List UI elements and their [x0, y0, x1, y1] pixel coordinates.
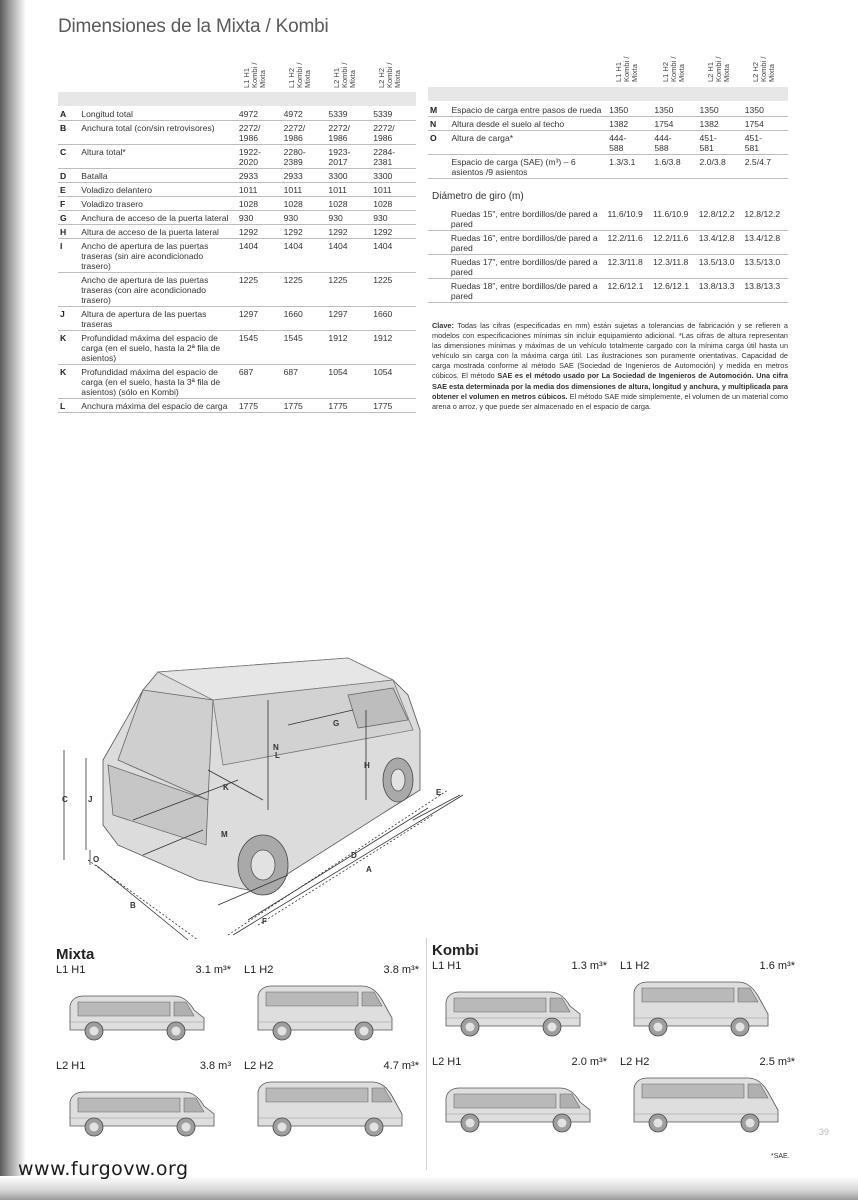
variant-name: L2 H1 [56, 1060, 86, 1072]
key-note-bold: SAE es el método usado por La Sociedad de Ingenieros de Automoción. Una cifra SAE esta determinada por la media dos dimensiones de altura, longitud y anchura, y multiplicada para obtener el volumen en metros cúbicos. [432, 371, 788, 401]
dimension-code: M [428, 103, 449, 117]
dimension-code: G [58, 211, 79, 225]
dimension-row [58, 211, 416, 225]
spec-value: 687 [237, 365, 282, 399]
turning-row [428, 231, 788, 255]
dimension-code: A [58, 107, 79, 121]
dimension-row [58, 121, 416, 145]
spec-value: 444- 588 [607, 131, 652, 155]
right-col-header-3: L2 H1 Kombi / Mixta [706, 56, 731, 82]
spec-value: 2272/ 1986 [371, 121, 416, 145]
spec-label: Altura total* [79, 145, 237, 169]
spec-label: Anchura total (con/sin retrovisores) [79, 121, 237, 145]
dimension-letter-g: G [333, 719, 340, 728]
mixta-variant-card [56, 1060, 231, 1150]
dimension-code [428, 279, 449, 303]
spec-value: 1923- 2017 [326, 145, 371, 169]
spec-value: 12.3/11.8 [606, 255, 652, 279]
spec-value: 13.5/13.0 [697, 255, 743, 279]
key-note-text: Todas las cifras (especificadas en mm) están sujetas a tolerancias de fabricación y se refieren a modelos con especificaciones mínimas sin incluir equipamiento adicional. *Las cifras de altura representan las dimensiones mínimas y máximas de un vehículo totalmente cargado con la mínima carga útil hasta un vehículo sin carga con la máxima carga útil. Las ilustraciones son puramente orientativas. Capacidad de carga mostrada conforme al método SAE (Sociedad de Ingenieros de Automoción) y medida en metros cúbicos. El método [432, 321, 788, 381]
spec-value: 1.3/3.1 [607, 155, 652, 179]
page-number: 39 [819, 1127, 830, 1137]
spec-value: 1011 [371, 183, 416, 197]
van-side-icon [440, 978, 600, 1040]
key-note [432, 321, 788, 412]
dimension-code [428, 231, 449, 255]
variant-name: L2 H1 [432, 1056, 462, 1068]
spec-value: 2272/ 1986 [237, 121, 282, 145]
spec-value: 4972 [282, 107, 327, 121]
spec-value: 13.8/13.3 [697, 279, 743, 303]
page-binding-shadow [0, 0, 26, 1200]
dimension-code: I [58, 239, 79, 273]
spec-value: 1912 [371, 331, 416, 365]
dimension-code: F [58, 197, 79, 211]
spec-label: Profundidad máxima del espacio de carga (en el suelo, hasta la 2ª fila de asientos) [79, 331, 237, 365]
spec-value: 1660 [282, 307, 327, 331]
dimension-letter-n: N [273, 743, 279, 752]
spec-value: 11.6/10.9 [606, 207, 652, 231]
dimension-code: O [428, 131, 449, 155]
spec-value: 1922- 2020 [237, 145, 282, 169]
spec-value: 2280- 2389 [282, 145, 327, 169]
dimension-code: H [58, 225, 79, 239]
spec-value: 13.4/12.8 [697, 231, 743, 255]
dimension-letter-c: C [62, 795, 68, 804]
spec-value: 1028 [371, 197, 416, 211]
spec-value: 1011 [282, 183, 327, 197]
dimension-code: L [58, 399, 79, 413]
dimension-letter-d: D [351, 851, 357, 860]
variant-volume: 3.8 m³* [383, 964, 419, 976]
spec-label: Ruedas 18", entre bordillos/de pared a pared [449, 279, 606, 303]
dimension-row [58, 331, 416, 365]
right-col-header-1: L1 H1 Kombi / Mixta [614, 56, 639, 82]
spec-value: 1775 [237, 399, 282, 413]
mixta-title: Mixta [56, 946, 95, 963]
spec-value: 12.2/11.6 [651, 231, 697, 255]
spec-label: Profundidad máxima del espacio de carga (en el suelo, hasta la 3ª fila de asientos) (sólo en Kombi) [79, 365, 237, 399]
van-side-icon [252, 1078, 412, 1140]
spec-value: 1054 [326, 365, 371, 399]
spec-label: Longitud total [79, 107, 237, 121]
variant-name: L2 H2 [244, 1060, 274, 1072]
spec-value: 451- 581 [698, 131, 743, 155]
turning-diameter-table [428, 207, 788, 303]
cargo-table [428, 103, 788, 179]
turning-diameter-heading: Diámetro de giro (m) [432, 191, 524, 202]
spec-value: 3300 [371, 169, 416, 183]
spec-value: 3300 [326, 169, 371, 183]
dimension-code [428, 255, 449, 279]
variant-volume: 1.3 m³* [571, 960, 607, 972]
spec-value: 1404 [371, 239, 416, 273]
dimension-code: J [58, 307, 79, 331]
spec-value: 930 [237, 211, 282, 225]
spec-value: 13.8/13.3 [742, 279, 788, 303]
spec-value: 1028 [282, 197, 327, 211]
turning-row [428, 279, 788, 303]
kombi-variant-card [620, 960, 795, 1050]
spec-value: 1404 [282, 239, 327, 273]
spec-value: 1404 [326, 239, 371, 273]
spec-label: Ruedas 15", entre bordillos/de pared a pared [449, 207, 606, 231]
dimension-row [58, 197, 416, 211]
spec-value: 1350 [743, 103, 788, 117]
cargo-row [428, 117, 788, 131]
spec-value: 1011 [326, 183, 371, 197]
spec-label: Batalla [79, 169, 237, 183]
variant-name: L2 H2 [620, 1056, 650, 1068]
spec-value: 12.3/11.8 [651, 255, 697, 279]
kombi-variant-card [432, 960, 607, 1050]
spec-value: 5339 [326, 107, 371, 121]
dimension-code: K [58, 365, 79, 399]
spec-value: 13.5/13.0 [742, 255, 788, 279]
cargo-row [428, 131, 788, 155]
spec-label: Voladizo trasero [79, 197, 237, 211]
variant-name: L1 H1 [432, 960, 462, 972]
mixta-variant-card [244, 964, 419, 1054]
variant-name: L1 H1 [56, 964, 86, 976]
spec-value: 1225 [282, 273, 327, 307]
left-col-header-3: L2 H1 Kombi / Mixta [332, 62, 357, 88]
kombi-variant-card [620, 1056, 795, 1146]
spec-value: 13.4/12.8 [742, 231, 788, 255]
key-note-text-end: El método SAE mide simplemente, el volumen de un material como arena o arroz, y que puede ser almacenado en el espacio de carga. [432, 391, 788, 411]
spec-value: 12.8/12.2 [697, 207, 743, 231]
spec-value: 1545 [237, 331, 282, 365]
right-col-header-2: L1 H2 Kombi / Mixta [661, 56, 686, 82]
van-side-icon [64, 982, 224, 1044]
van-side-icon [64, 1078, 224, 1140]
variant-volume: 4.7 m³* [383, 1060, 419, 1072]
spec-value: 1011 [237, 183, 282, 197]
dimension-code: K [58, 331, 79, 365]
dimensions-table [58, 107, 416, 413]
turning-row [428, 207, 788, 231]
spec-value: 1912 [326, 331, 371, 365]
spec-value: 1028 [237, 197, 282, 211]
spec-value: 1350 [698, 103, 743, 117]
spec-value: 1350 [607, 103, 652, 117]
spec-value: 2272/ 1986 [282, 121, 327, 145]
dimension-letter-l: L [275, 751, 280, 760]
spec-value: 12.2/11.6 [606, 231, 652, 255]
variant-volume: 2.0 m³* [571, 1056, 607, 1068]
dimension-letter-e: E [436, 788, 442, 797]
dimension-row [58, 365, 416, 399]
spec-value: 930 [371, 211, 416, 225]
turning-row [428, 255, 788, 279]
dimension-code: D [58, 169, 79, 183]
spec-label: Altura de carga* [449, 131, 607, 155]
spec-label: Altura desde el suelo al techo [449, 117, 607, 131]
spec-value: 5339 [371, 107, 416, 121]
dimension-row [58, 145, 416, 169]
spec-value: 2933 [282, 169, 327, 183]
spec-value: 1297 [237, 307, 282, 331]
spec-value: 444- 588 [652, 131, 697, 155]
dimension-row [58, 273, 416, 307]
sae-footnote: *SAE. [771, 1153, 790, 1160]
spec-value: 12.6/12.1 [606, 279, 652, 303]
spec-value: 2.5/4.7 [743, 155, 788, 179]
spec-value: 11.6/10.9 [651, 207, 697, 231]
spec-value: 1545 [282, 331, 327, 365]
dimension-letter-k: K [223, 783, 229, 792]
spec-value: 1775 [282, 399, 327, 413]
cargo-row [428, 103, 788, 117]
variant-volume: 2.5 m³* [759, 1056, 795, 1068]
dimension-letter-o: O [93, 855, 100, 864]
dimension-code [58, 273, 79, 307]
spec-label: Altura de apertura de las puertas traseras [79, 307, 237, 331]
spec-value: 1754 [652, 117, 697, 131]
page-title: Dimensiones de la Mixta / Kombi [58, 16, 329, 37]
spec-value: 1028 [326, 197, 371, 211]
dimension-letter-h: H [364, 761, 370, 770]
variant-name: L1 H2 [620, 960, 650, 972]
variant-name: L1 H2 [244, 964, 274, 976]
spec-value: 2272/ 1986 [326, 121, 371, 145]
spec-label: Ruedas 17", entre bordillos/de pared a pared [449, 255, 606, 279]
spec-value: 1292 [282, 225, 327, 239]
variant-volume: 1.6 m³* [759, 960, 795, 972]
spec-value: 1225 [371, 273, 416, 307]
dimension-code: E [58, 183, 79, 197]
key-note-label: Clave: [432, 321, 454, 330]
dimension-code: B [58, 121, 79, 145]
van-side-icon [628, 978, 788, 1040]
spec-value: 451- 581 [743, 131, 788, 155]
spec-label: Voladizo delantero [79, 183, 237, 197]
spec-label: Anchura de acceso de la puerta lateral [79, 211, 237, 225]
variant-volume: 3.8 m³ [199, 1060, 231, 1072]
mixta-variant-card [56, 964, 231, 1054]
section-divider [426, 938, 427, 1170]
left-col-header-4: L2 H2 Kombi / Mixta [377, 62, 402, 88]
spec-value: 2933 [237, 169, 282, 183]
dimension-row [58, 225, 416, 239]
spec-label: Espacio de carga entre pasos de rueda [449, 103, 607, 117]
dimension-code [428, 207, 449, 231]
spec-value: 1660 [371, 307, 416, 331]
dimension-letter-f: F [262, 917, 267, 926]
spec-value: 930 [326, 211, 371, 225]
spec-label: Ruedas 16", entre bordillos/de pared a pared [449, 231, 606, 255]
van-side-icon [628, 1074, 788, 1136]
dimension-letter-j: J [88, 795, 93, 804]
van-side-icon [440, 1074, 600, 1136]
right-col-header-4: L2 H2 Kombi / Mixta [751, 56, 776, 82]
spec-label: Anchura máxima del espacio de carga [79, 399, 237, 413]
spec-value: 1382 [698, 117, 743, 131]
dimension-row [58, 399, 416, 413]
dimension-row [58, 307, 416, 331]
left-table-header-band [58, 92, 416, 106]
spec-value: 1297 [326, 307, 371, 331]
spec-value: 4972 [237, 107, 282, 121]
spec-value: 930 [282, 211, 327, 225]
spec-value: 687 [282, 365, 327, 399]
spec-value: 1754 [743, 117, 788, 131]
watermark-text: www.furgovw.org [18, 1158, 189, 1180]
van-side-icon [252, 982, 412, 1044]
dimension-row [58, 183, 416, 197]
dimension-row [58, 239, 416, 273]
spec-value: 2.0/3.8 [698, 155, 743, 179]
left-col-header-1: L1 H1 Kombi / Mixta [242, 62, 267, 88]
spec-value: 1775 [326, 399, 371, 413]
dimension-code: C [58, 145, 79, 169]
spec-value: 1292 [237, 225, 282, 239]
spec-value: 12.8/12.2 [742, 207, 788, 231]
dimension-code: N [428, 117, 449, 131]
spec-label: Espacio de carga (SAE) (m³) – 6 asientos /9 asientos [449, 155, 607, 179]
mixta-variant-card [244, 1060, 419, 1150]
spec-value: 1775 [371, 399, 416, 413]
spec-value: 1350 [652, 103, 697, 117]
kombi-variant-card [432, 1056, 607, 1146]
spec-label: Ancho de apertura de las puertas traseras (sin aire acondicionado trasero) [79, 239, 237, 273]
variant-volume: 3.1 m³* [195, 964, 231, 976]
spec-value: 1382 [607, 117, 652, 131]
left-col-header-2: L1 H2 Kombi / Mixta [287, 62, 312, 88]
spec-value: 1292 [371, 225, 416, 239]
dimension-letter-b: B [130, 901, 136, 910]
kombi-title: Kombi [432, 942, 479, 959]
spec-value: 1404 [237, 239, 282, 273]
dimension-row [58, 107, 416, 121]
spec-value: 1.6/3.8 [652, 155, 697, 179]
spec-label: Ancho de apertura de las puertas traseras (con aire acondicionado trasero) [79, 273, 237, 307]
spec-value: 1054 [371, 365, 416, 399]
dimension-row [58, 169, 416, 183]
dimension-letter-m: M [221, 830, 228, 839]
dimension-code [428, 155, 449, 179]
spec-value: 12.6/12.1 [651, 279, 697, 303]
spec-value: 1292 [326, 225, 371, 239]
spec-value: 1225 [326, 273, 371, 307]
dimension-letter-a: A [366, 865, 372, 874]
spec-value: 1225 [237, 273, 282, 307]
cargo-row [428, 155, 788, 179]
spec-value: 2284- 2381 [371, 145, 416, 169]
spec-label: Altura de acceso de la puerta lateral [79, 225, 237, 239]
van-dimension-diagram [48, 650, 488, 950]
right-table-header-band [428, 87, 788, 101]
